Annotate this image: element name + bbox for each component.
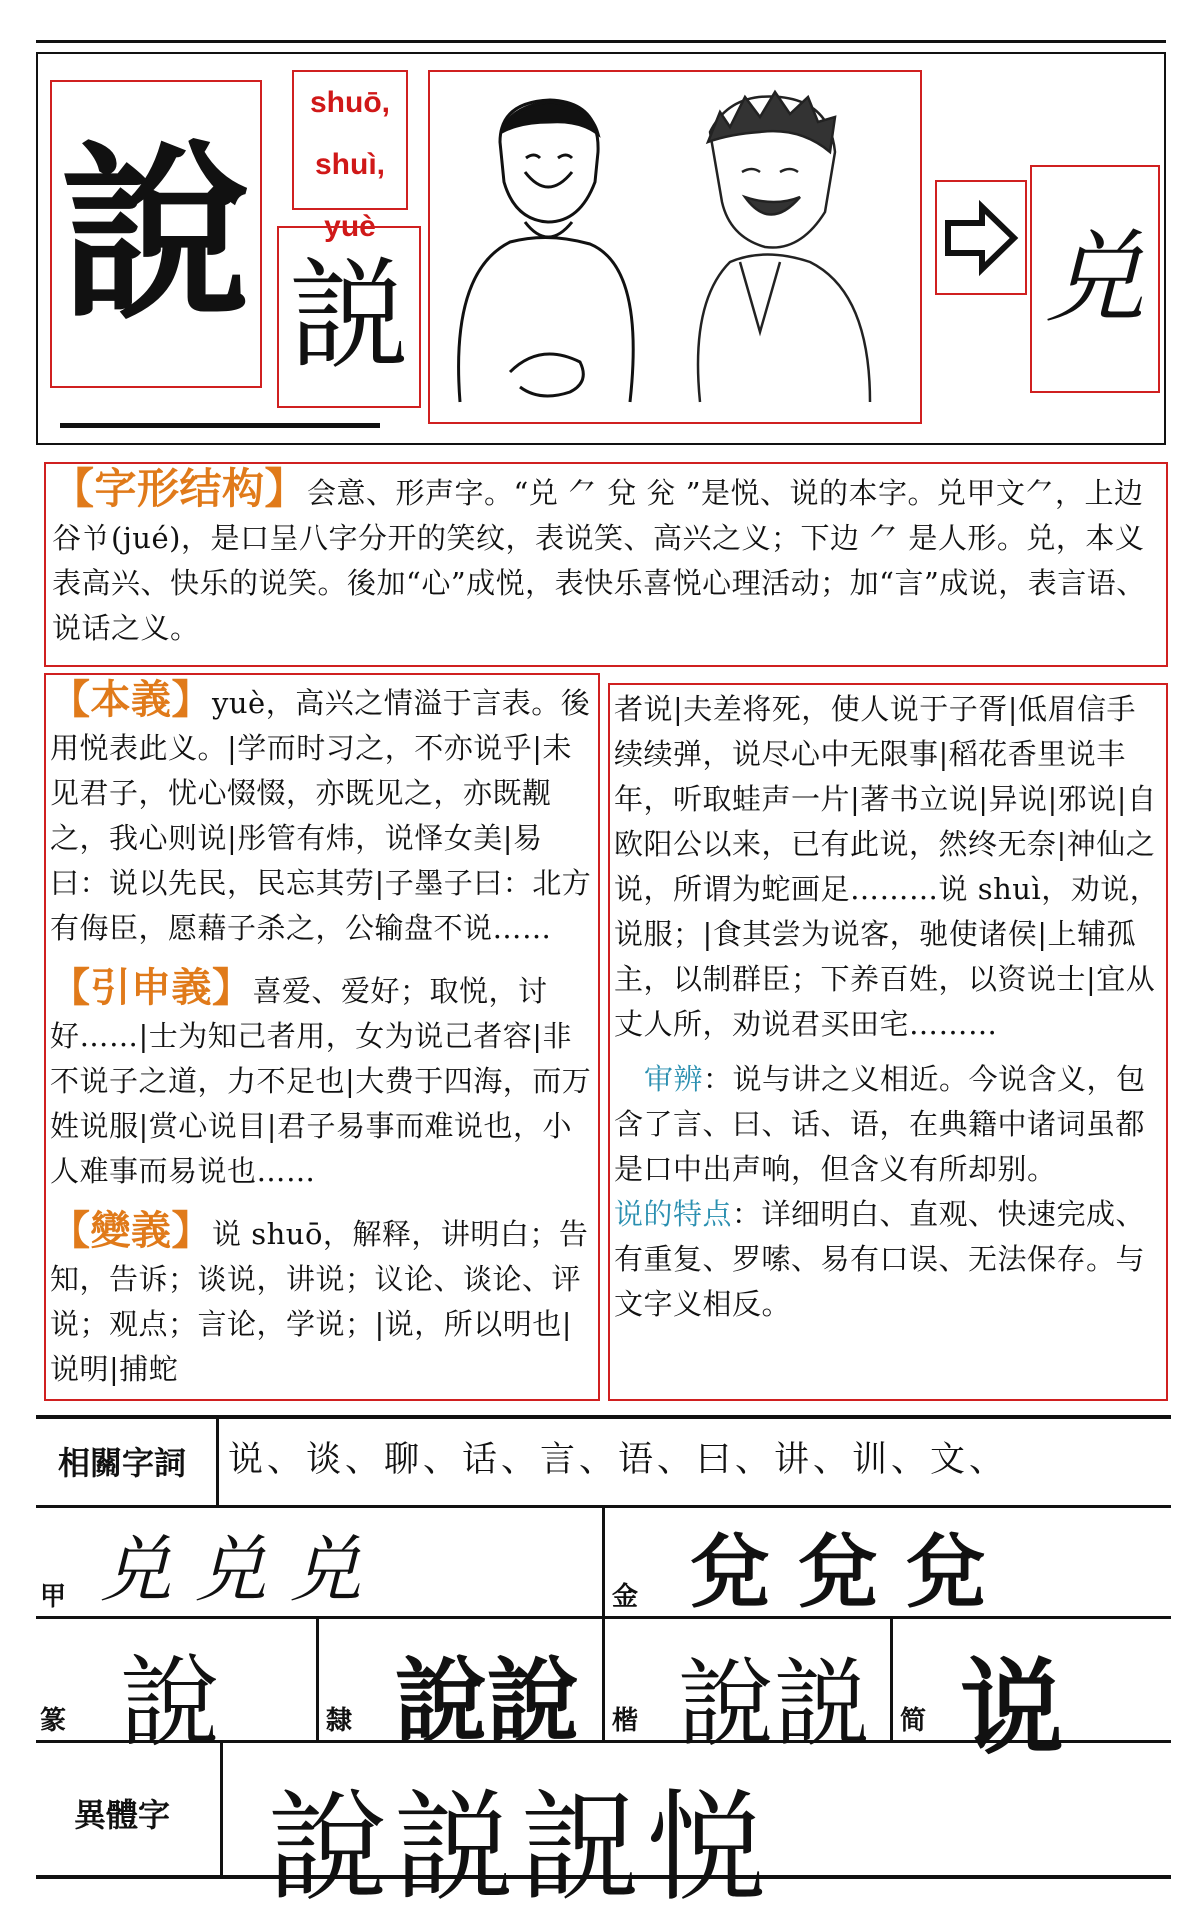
li-glyphs: 說說 [395,1647,580,1755]
changed-meaning-text: 说 shuō，解释，讲明白；告知，告诉；谈说，讲说；议论、谈论、评说；观点；言论，学说；|说，所以明也|说明|捕蛇 [50,1217,589,1386]
related-words-label: 相關字詞 [58,1444,187,1482]
kai-glyphs: 說説 [678,1648,870,1760]
original-meaning-title: 【本義】 [50,676,212,723]
laughing-people-illustration [428,70,922,424]
structure-section [44,462,1168,667]
oracle-character: 兑 [1045,220,1145,337]
jian-label: 简 [900,1706,927,1736]
changed-meaning-title: 【變義】 [50,1207,212,1254]
zhuan-glyphs: 說 [120,1644,220,1761]
regular-character-box [277,226,421,408]
extended-meaning-text: 喜爱、爱好；取悦，讨好……|士为知己者用，女为说己者容|非不说子之道，力不足也|大费于四海，而万姓说服|赏心说目|君子易事而难说也，小人难事而易说也…… [50,974,592,1188]
jin-label: 金 [612,1582,639,1612]
feature-text: ：详细明白、直观、快速完成、有重复、罗嗦、易有口误、无法保存。与文字义相反。 [614,1197,1146,1321]
structure-title: 【字形结构】 [52,464,308,513]
kai-label: 楷 [612,1706,639,1736]
table-rule-1 [36,1415,1171,1419]
extended-meaning-title: 【引申義】 [50,964,253,1011]
variant-glyphs: 說説詋悦 [268,1779,772,1918]
jia-glyphs: 兑 兑 兑 [100,1528,362,1612]
right-arrow-icon [944,203,1018,273]
pinyin-shui: shuì, [314,148,385,181]
oracle-character-box [1030,165,1160,393]
meanings-left-column [44,673,600,1401]
analysis-label: 审辨 [644,1062,704,1096]
arrow-box [935,180,1027,295]
structure-text: 会意、形声字。“兑 ⺈ 兌 兊 ”是悦、说的本字。兑甲文⺈，上边谷兯(jué)，是口呈八字分开的笑纹，表说笑、高兴之义；下边 ⺈ 是人形。兑，本义表高兴、快乐的说笑。後加“心”成悦，表快乐喜悦心理活动；加“言”成说，表言语、说话之义。 [52,476,1146,645]
pinyin-yue: yuè [324,210,376,243]
seal-character-box [50,80,262,388]
original-meaning-text: yuè，高兴之情溢于言表。後用悦表此义。|学而时习之，不亦说乎|未见君子，忧心惙惙，亦既见之，亦既觏之，我心则说|彤管有炜，说怿女美|易曰：说以先民，民忘其劳|子墨子曰：北方有侮臣，愿藉子杀之，公输盘不说…… [50,686,592,945]
related-words: 说、谈、聊、话、言、语、曰、讲、训、文、 [228,1440,1009,1480]
table-divider-related [216,1417,219,1507]
table-divider-zhuan-li [316,1616,319,1740]
pinyin-shuo: shuō, [310,86,390,119]
jia-label: 甲 [40,1582,67,1612]
table-divider-variant [220,1740,223,1877]
table-divider-jia-jin [602,1505,605,1740]
variant-label: 異體字 [74,1796,171,1834]
jian-glyphs: 说 [960,1646,1065,1769]
meanings-right-column [608,683,1168,1401]
laughing-people-drawing [430,72,920,422]
seal-character: 說 [60,122,251,345]
right-column-text: 者说|夫差将死，使人说于子胥|低眉信手续续弹，说尽心中无限事|稻花香里说丰年，听取蛙声一片|著书立说|异说|邪说|自欧阳公以来，已有此说，然终无奈|神仙之说，所谓为蛇画足………说 shuì，劝说，说服；|食其尝为说客，驰使诸侯|上辅孤主，以制群臣；下养百姓，以资说士|宜从丈人所，劝说君买田宅……… [614,692,1160,1041]
li-label: 隸 [326,1706,353,1736]
table-divider-kai-jian [890,1616,893,1740]
seal-underline [60,423,380,428]
feature-label: 说的特点 [614,1197,733,1231]
regular-character: 説 [289,247,409,386]
pinyin-box [292,70,408,243]
jin-glyphs: 兌 兌 兌 [690,1525,986,1619]
analysis-text: ：说与讲之义相近。今说含义，包含了言、曰、话、语，在典籍中诸词虽都是口中出声响，但含义有所却别。 [614,1062,1146,1186]
zhuan-label: 篆 [40,1706,67,1736]
top-rule [36,40,1166,43]
